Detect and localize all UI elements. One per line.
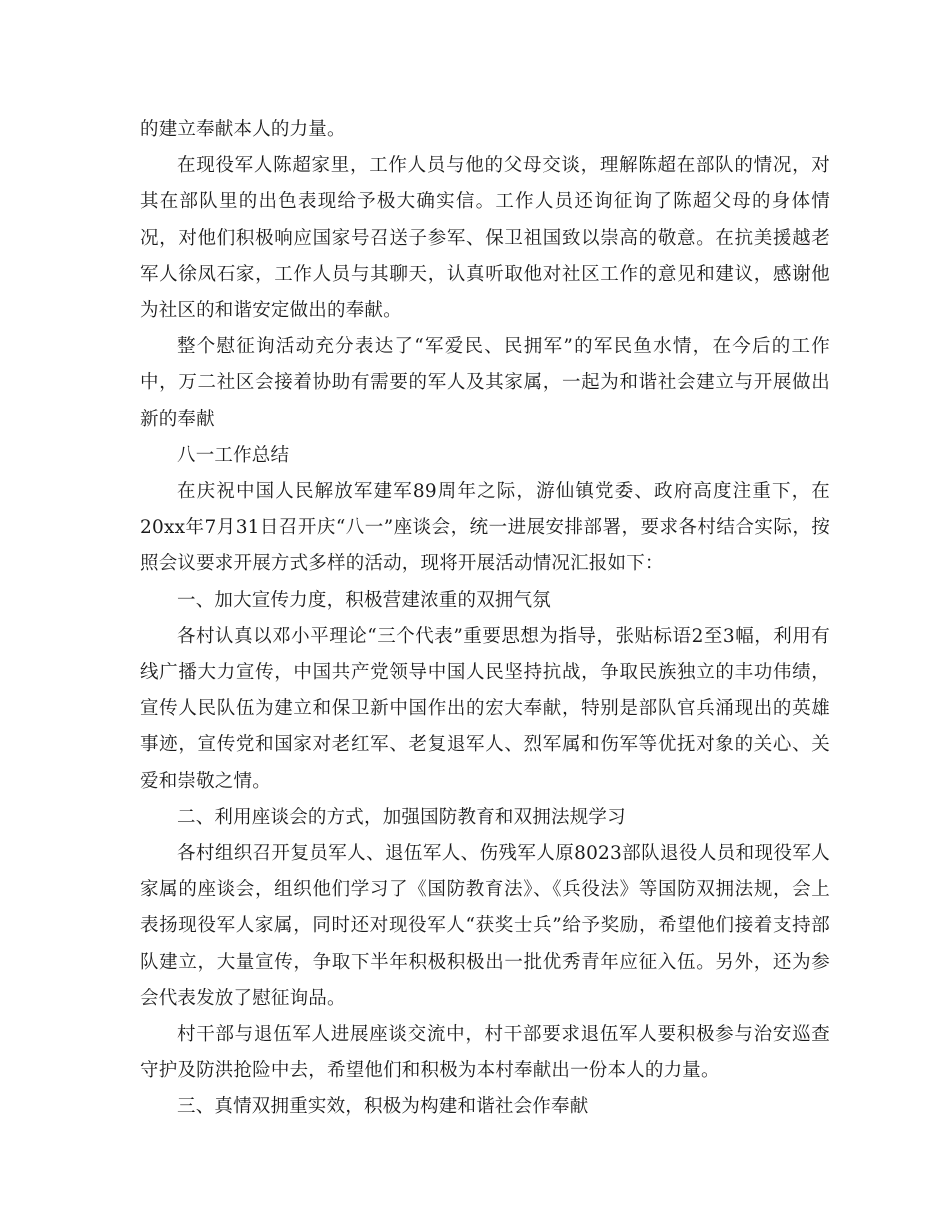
document-body bbox=[140, 112, 830, 1126]
section-title-bayi-summary: 八一工作总结 bbox=[177, 444, 290, 466]
paragraph-visit-chen-chao: 在现役军人陈超家里，工作人员与他的父母交谈，理解陈超在部队的情况，对其在部队里的出色表现给予极大确实信。工作人员还询征询了陈超父母的身体情况，对他们积极响应国家号召送子参军、保卫祖国致以崇高的敬意。在抗美援越老军人徐凤石家，工作人员与其聊天，认真听取他对社区工作的意见和建议，感谢他为社区的和谐安定做出的奉献。 bbox=[140, 155, 830, 322]
paragraph-introduction: 在庆祝中国人民解放军建军89周年之际，游仙镇党委、政府高度注重下，在20xx年7月31日召开庆“八一”座谈会，统一进展安排部署，要求各村结合实际，按照会议要求开展方式多样的活动，现将开展活动情况汇报如下： bbox=[140, 481, 830, 575]
heading-section-two: 二、利用座谈会的方式，加强国防教育和双拥法规学习 bbox=[177, 806, 626, 828]
paragraph-publicity: 各村认真以邓小平理论“三个代表”重要思想为指导，张贴标语2至3幅，利用有线广播大力宣传，中国共产党领导中国人民坚持抗战，争取民族独立的丰功伟绩，宣传人民队伍为建立和保卫新中国作出的宏大奉献，特别是部队官兵涌现出的英雄事迹，宣传党和国家对老红军、老复退军人、烈军属和伤军等优抚对象的关心、关爱和崇敬之情。 bbox=[140, 625, 830, 792]
paragraph-activity-summary: 整个慰征询活动充分表达了“军爱民、民拥军”的军民鱼水情，在今后的工作中，万二社区会接着协助有需要的军人及其家属，一起为和谐社会建立与开展做出新的奉献 bbox=[140, 336, 830, 430]
paragraph-village-cadres: 村干部与退伍军人进展座谈交流中，村干部要求退伍军人要积极参与治安巡查守护及防洪抢险中去，希望他们和积极为本村奉献出一份本人的力量。 bbox=[140, 1024, 830, 1082]
paragraph-continuation: 的建立奉献本人的力量。 bbox=[140, 119, 346, 140]
paragraph-symposium: 各村组织召开复员军人、退伍军人、伤残军人原8023部队退役人员和现役军人家属的座谈会，组织他们学习了《国防教育法》、《兵役法》等国防双拥法规，会上表扬现役军人家属，同时还对现役军人“获奖士兵”给予奖励，希望他们接着支持部队建立，大量宣传，争取下半年积极积极出一批优秀青年应征入伍。另外，还为参会代表发放了慰征询品。 bbox=[140, 843, 830, 1009]
heading-section-one: 一、加大宣传力度，积极营建浓重的双拥气氛 bbox=[177, 589, 552, 611]
heading-section-three: 三、真情双拥重实效，积极为构建和谐社会作奉献 bbox=[177, 1096, 589, 1118]
